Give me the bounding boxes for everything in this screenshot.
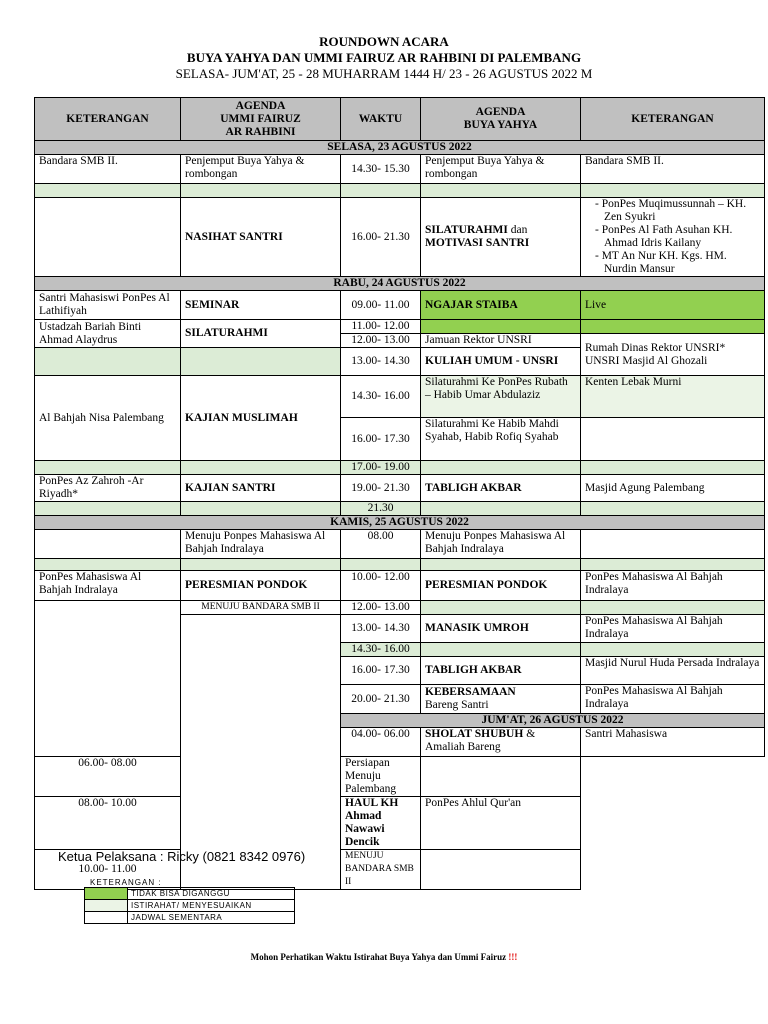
cell-agenda-buya: Persiapan Menuju Palembang — [341, 757, 421, 797]
legend-swatch — [85, 912, 128, 924]
cell-keterangan: PonPes Az Zahroh -Ar Riyadh* — [35, 475, 181, 502]
cell-keterangan: Al Bahjah Nisa Palembang — [35, 376, 181, 461]
cell-agenda-buya: Penjemput Buya Yahya & rombongan — [421, 155, 581, 184]
table-row — [35, 757, 765, 797]
cell-agenda-ummi: SEMINAR — [181, 291, 341, 320]
cell-waktu: 12.00- 13.00 — [341, 601, 421, 615]
table-row — [35, 475, 765, 502]
list-item: - MT An Nur KH. Kgs. HM. Nurdin Mansur — [595, 250, 727, 275]
table-row — [35, 571, 765, 601]
legend-table — [84, 887, 295, 924]
cell-keterangan-2 — [581, 418, 765, 461]
cell-agenda-ummi: KAJIAN MUSLIMAH — [181, 376, 341, 461]
agenda-bold: MOTIVASI SANTRI — [425, 237, 530, 249]
cell-keterangan — [35, 530, 181, 559]
cell-keterangan-2 — [581, 334, 765, 376]
cell-keterangan: Ustadzah Bariah Binti Ahmad Alaydrus — [35, 320, 181, 348]
cell-agenda-buya — [421, 685, 581, 714]
day-header-jumat: JUM'AT, 26 AGUSTUS 2022 — [341, 714, 765, 728]
cell-keterangan-2: Masjid Agung Palembang — [581, 475, 765, 502]
venue-text: Rumah Dinas Rektor UNSRI* — [585, 341, 726, 354]
cell-agenda-buya: Jamuan Rektor UNSRI — [421, 334, 581, 348]
cell-agenda-buya: KULIAH UMUM - UNSRI — [421, 348, 581, 376]
day-header-rabu: RABU, 24 AGUSTUS 2022 — [35, 277, 765, 291]
legend-row — [85, 912, 295, 924]
cell-keterangan-2: Bandara SMB II. — [581, 155, 765, 184]
cell-agenda-ummi: KAJIAN SANTRI — [181, 475, 341, 502]
agenda-bold: SILATURAHMI — [425, 224, 508, 236]
venue-list — [585, 198, 760, 276]
cell-waktu: 08.00 — [341, 530, 421, 559]
col-header-agenda-ummi: AGENDA UMMI FAIRUZ AR RAHBINI — [181, 98, 341, 141]
cell-waktu: 10.00- 12.00 — [341, 571, 421, 601]
cell-keterangan-2 — [421, 757, 581, 797]
venue-text: UNSRI Masjid Al Ghozali — [585, 354, 708, 367]
col-header-waktu: WAKTU — [341, 98, 421, 141]
agenda-text: & Amaliah Bareng — [425, 728, 536, 753]
cell-keterangan-2 — [421, 850, 581, 890]
cell-keterangan — [35, 601, 181, 757]
cell-agenda-ummi: Penjemput Buya Yahya & rombongan — [181, 155, 341, 184]
table-row — [35, 530, 765, 559]
table-row — [35, 502, 765, 516]
note-text: Mohon Perhatikan Waktu Istirahat Buya Yahya dan Ummi Fairuz — [250, 952, 507, 962]
table-row — [35, 601, 765, 615]
legend-label: TIDAK BISA DIGANGGU — [128, 888, 295, 900]
legend-swatch — [85, 888, 128, 900]
cell-agenda-buya: Silaturahmi Ke PonPes Rubath – Habib Umar Abdulaziz — [421, 376, 581, 418]
cell-agenda-buya: TABLIGH AKBAR — [421, 657, 581, 685]
table-row — [35, 155, 765, 184]
cell-waktu: 21.30 — [341, 502, 421, 516]
day-header-kamis: KAMIS, 25 AGUSTUS 2022 — [35, 516, 765, 530]
cell-waktu: 12.00- 13.00 — [341, 334, 421, 348]
cell-waktu: 14.30- 16.00 — [341, 376, 421, 418]
schedule-table — [34, 97, 765, 890]
note-exclamation: !!! — [508, 952, 518, 962]
cell-agenda-ummi: NASIHAT SANTRI — [181, 198, 341, 277]
cell-waktu: 16.00- 17.30 — [341, 418, 421, 461]
cell-waktu: 14.30- 15.30 — [341, 155, 421, 184]
agenda-bold: SHOLAT SHUBUH — [425, 728, 524, 740]
col-header-keterangan-2: KETERANGAN — [581, 98, 765, 141]
cell-keterangan-2: PonPes Mahasiswa Al Bahjah Indralaya — [581, 615, 765, 643]
legend-label: JADWAL SEMENTARA — [128, 912, 295, 924]
list-item: - PonPes Muqimussunnah – KH. Zen Syukri — [595, 198, 747, 223]
doc-title: ROUNDOWN ACARA — [319, 34, 449, 49]
list-item: - PonPes Al Fath Asuhan KH. Ahmad Idris Kailany — [595, 224, 733, 249]
cell-agenda-buya: NGAJAR STAIBA — [421, 291, 581, 320]
cell-waktu: 10.00- 11.00 — [35, 850, 181, 890]
cell-keterangan-2: Santri Mahasiswa — [581, 728, 765, 757]
legend-swatch — [85, 900, 128, 912]
legend-title: KETERANGAN : — [90, 878, 162, 887]
table-row — [35, 559, 765, 571]
cell-waktu: 16.00- 17.30 — [341, 657, 421, 685]
cell-waktu: 20.00- 21.30 — [341, 685, 421, 714]
cell-keterangan: Bandara SMB II. — [35, 155, 181, 184]
cell-waktu: 06.00- 08.00 — [35, 757, 181, 797]
cell-waktu: 04.00- 06.00 — [341, 728, 421, 757]
day-header-selasa: SELASA, 23 AGUSTUS 2022 — [35, 141, 765, 155]
col-header-agenda-buya: AGENDA BUYA YAHYA — [421, 98, 581, 141]
table-header-row — [35, 98, 765, 141]
col-header-keterangan: KETERANGAN — [35, 98, 181, 141]
cell-agenda-buya — [421, 728, 581, 757]
rest-time-note — [0, 952, 768, 962]
cell-agenda-buya: Menuju Ponpes Mahasiswa Al Bahjah Indralaya — [421, 530, 581, 559]
legend-label: ISTIRAHAT/ MENYESUAIKAN — [128, 900, 295, 912]
contact-person: Ketua Pelaksana : Ricky (0821 8342 0976) — [58, 849, 306, 864]
cell-waktu: 11.00- 12.00 — [341, 320, 421, 334]
table-row — [35, 797, 765, 850]
cell-agenda-ummi: Menuju Ponpes Mahasiswa Al Bahjah Indralaya — [181, 530, 341, 559]
cell-agenda-ummi: PERESMIAN PONDOK — [181, 571, 341, 601]
cell-agenda-buya: MENUJU BANDARA SMB II — [341, 850, 421, 890]
cell-agenda-ummi: SILATURAHMI — [181, 320, 341, 348]
cell-keterangan-2: PonPes Mahasiswa Al Bahjah Indralaya — [581, 571, 765, 601]
agenda-text: dan — [507, 224, 528, 236]
cell-agenda-buya: PERESMIAN PONDOK — [421, 571, 581, 601]
cell-agenda-buya: MANASIK UMROH — [421, 615, 581, 643]
cell-waktu: 16.00- 21.30 — [341, 198, 421, 277]
cell-agenda-ummi: MENUJU BANDARA SMB II — [181, 601, 341, 615]
cell-waktu: 14.30- 16.00 — [341, 643, 421, 657]
agenda-text: Bareng Santri — [425, 699, 489, 711]
agenda-bold: KEBERSAMAAN — [425, 686, 516, 698]
cell-waktu: 19.00- 21.30 — [341, 475, 421, 502]
cell-waktu: 13.00- 14.30 — [341, 348, 421, 376]
doc-subtitle: BUYA YAHYA DAN UMMI FAIRUZ AR RAHBINI DI PALEMBANG — [186, 50, 582, 65]
cell-keterangan: PonPes Mahasiswa Al Bahjah Indralaya — [35, 571, 181, 601]
table-row — [35, 291, 765, 320]
table-row — [35, 376, 765, 418]
doc-date-range: SELASA- JUM'AT, 25 - 28 MUHARRAM 1444 H/ 23 - 26 AGUSTUS 2022 M — [175, 66, 593, 81]
cell-keterangan-2 — [581, 530, 765, 559]
cell-waktu: 08.00- 10.00 — [35, 797, 181, 850]
cell-keterangan-2 — [581, 198, 765, 277]
cell-keterangan-2: Live — [581, 291, 765, 320]
cell-keterangan: Santri Mahasiswi PonPes Al Lathifiyah — [35, 291, 181, 320]
cell-keterangan-2: PonPes Ahlul Qur'an — [421, 797, 581, 850]
cell-keterangan-2: Kenten Lebak Murni — [581, 376, 765, 418]
table-row — [35, 198, 765, 277]
cell-waktu: 13.00- 14.30 — [341, 615, 421, 643]
table-row — [35, 461, 765, 475]
legend-row — [85, 900, 295, 912]
cell-agenda-buya: Silaturahmi Ke Habib Mahdi Syahab, Habib Rofiq Syahab — [421, 418, 581, 461]
cell-keterangan-2: Masjid Nurul Huda Persada Indralaya — [581, 657, 765, 685]
table-row — [35, 184, 765, 198]
cell-waktu: 17.00- 19.00 — [341, 461, 421, 475]
table-row — [35, 320, 765, 334]
cell-keterangan-2: PonPes Mahasiswa Al Bahjah Indralaya — [581, 685, 765, 714]
cell-agenda-buya: TABLIGH AKBAR — [421, 475, 581, 502]
legend-row — [85, 888, 295, 900]
cell-keterangan — [35, 198, 181, 277]
cell-waktu: 09.00- 11.00 — [341, 291, 421, 320]
cell-agenda-buya — [421, 198, 581, 277]
cell-agenda-buya: HAUL KH Ahmad Nawawi Dencik — [341, 797, 421, 850]
